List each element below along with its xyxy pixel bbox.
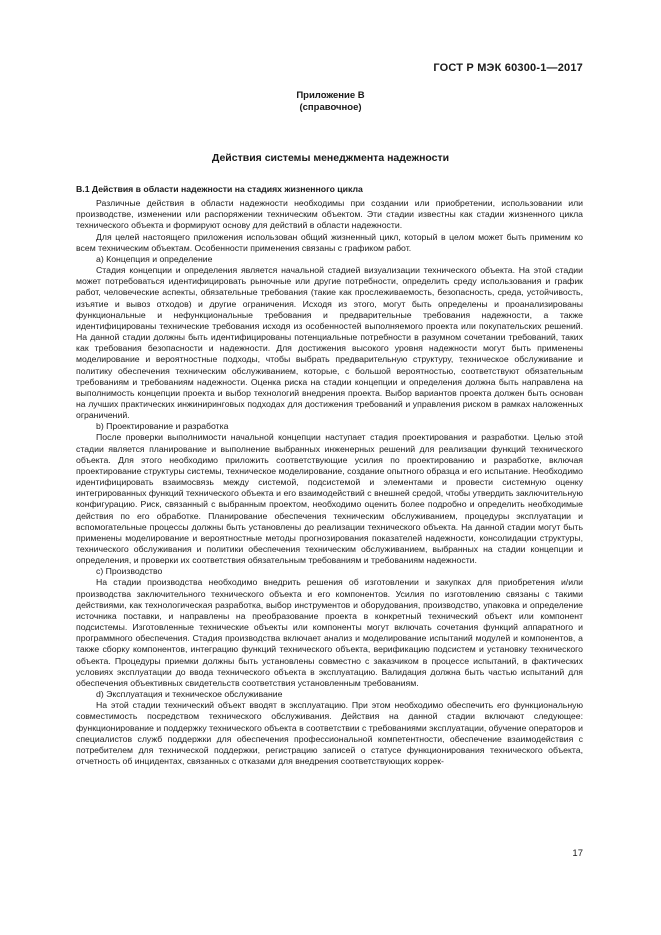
- item-text-a: Стадия концепции и определения является начальной стадией визуализации технического объекта. На этой стадии может потребоваться идентифицировать рыночные или другие потребности, определить среду использования и график работ, человеческие аспекты, обязательные требования (такие как прослеживаемость, безопасность, среда, устойчивость, изъятие и вывоз отходов) и другие ограничения. Исходя из этого, могут быть определены и проанализированы функциональные и нефункциональные требования и предварительные требования надежности, а также идентифицированы технические требования исходя из особенностей выполняемого проекта или покупательских решений. На данной стадии должны быть идентифицированы потенциальные потребности в разумном сочетании требований, таких как требования безопасности и надежности. Для достижения высокого уровня надежности могут быть применены моделирование и вероятностные подходы, чтобы выбрать предварительную структуру, техническое обслуживание и политику обеспечения техническим обслуживанием, которые, с большой вероятностью, соответствуют обязательным требованиям и требованиям надежности. Оценка риска на стадии концепции и определения должна быть направлена на выполнимость концепции проекта и выбор технологий внедрения проекта. Выбор вариантов проекта должен быть основан на лучших практических инжиниринговых подходах для достижения требований и управления риском в рамках наложенных ограничений.: [76, 265, 583, 421]
- item-heading-d: d) Эксплуатация и техническое обслуживание: [96, 689, 283, 700]
- annex-title: Приложение В: [296, 90, 365, 101]
- page-number: 17: [572, 848, 583, 859]
- annex-heading: [0, 90, 661, 114]
- subsection-heading: В.1 Действия в области надежности на стадиях жизненного цикла: [76, 184, 363, 194]
- annex-subtitle: (справочное): [299, 102, 362, 113]
- document-code: ГОСТ Р МЭК 60300-1—2017: [433, 62, 583, 74]
- item-heading-b: b) Проектирование и разработка: [96, 421, 229, 432]
- item-heading-a: a) Концепция и определение: [96, 253, 213, 264]
- item-text-b: После проверки выполнимости начальной концепции наступает стадия проектирования и разработки. Целью этой стадии является планирование и выполнение выбранных инженерных решений для реализации функций технического объекта. Для этого необходимо приложить соответствующие усилия по проектированию и разработке, включая проектирование структуры системы, техническое моделирование, создание опытного образца и его испытание. Необходимо идентифицировать взаимосвязь между системой, подсистемой и элементами и провести системную оценку интегрированных функций технического объекта и его взаимодействий с внешней средой, чтобы утвердить заключительную конфигурацию. Риск, связанный с выбранным проектом, необходимо оценить более подробно и определить необходимые действия по его обработке. Планирование обеспечения техническим обслуживанием, процедуры эксплуатации и вспомогательные процессы должны быть установлены до реализации технического объекта. На данной стадии могут быть применены моделирование и вероятностные методы прогнозирования показателей надежности, консолидации структуры, технического обслуживания и политики обеспечения техническим обслуживанием, выбранных на стадии концепции и определения, и проверки их соответствия обязательным требованиям и требованиям надежности.: [76, 432, 583, 566]
- paragraph: Для целей настоящего приложения использован общий жизненный цикл, который в целом может быть применим ко всем техническим объектам. Особенности применения связаны с графиком работ.: [76, 231, 583, 253]
- paragraph: Различные действия в области надежности необходимы при создании или приобретении, использовании или производстве, изменении или распоряжении техническим объектом. Эти стадии известны как стадии жизненного цикла технического объекта и формируют основу для действий в области надежности.: [76, 198, 583, 231]
- item-text-d: На этой стадии технический объект вводят в эксплуатацию. При этом необходимо обеспечить его функциональную совместимость посредством технического обслуживания. Действия на данной стадии включают следующее: функционирование и поддержку технического объекта в соответствии с требованиями эксплуатации, обучение операторов и специалистов служб поддержки для обеспечения профессиональной компетентности, обеспечение взаимодействия с потребителем для технической поддержки, регистрацию записей о статусе функционирования технического объекта, отчетность об инцидентах, связанных с отказами для внедрения соответствующих коррек-: [76, 700, 583, 766]
- section-title: Действия системы менеджмента надежности: [211, 152, 450, 164]
- item-heading-c: c) Производство: [96, 566, 163, 577]
- body-text: [76, 184, 583, 767]
- item-text-c: На стадии производства необходимо внедрить решения об изготовлении и закупках для приобретения и/или производства заключительного технического объекта и его компонентов. Усилия по изготовлению связаны с такими действиями, как технологическая разработка, выбор инструментов и оборудования, производство, упаковка и определение источника поставки, и направлены на преобразование проекта в конкретный технический объект или компонент подсистемы. Изготовленные технические объекты или компоненты могут включать сочетания функций аппаратного и программного обеспечения. Стадия производства включает анализ и моделирование испытаний модулей и компонентов, а также сборку компонентов, интеграцию функций технического объекта, верификацию подсистем и установку технического объекта. Процедуры приемки должны быть установлены совместно с заказчиком в процессе испытаний, в фактических условиях эксплуатации до ввода технического объекта в эксплуатацию. Валидация должна быть частью испытаний для обеспечения объективных свидетельств соответствия установленным требованиям.: [76, 577, 583, 688]
